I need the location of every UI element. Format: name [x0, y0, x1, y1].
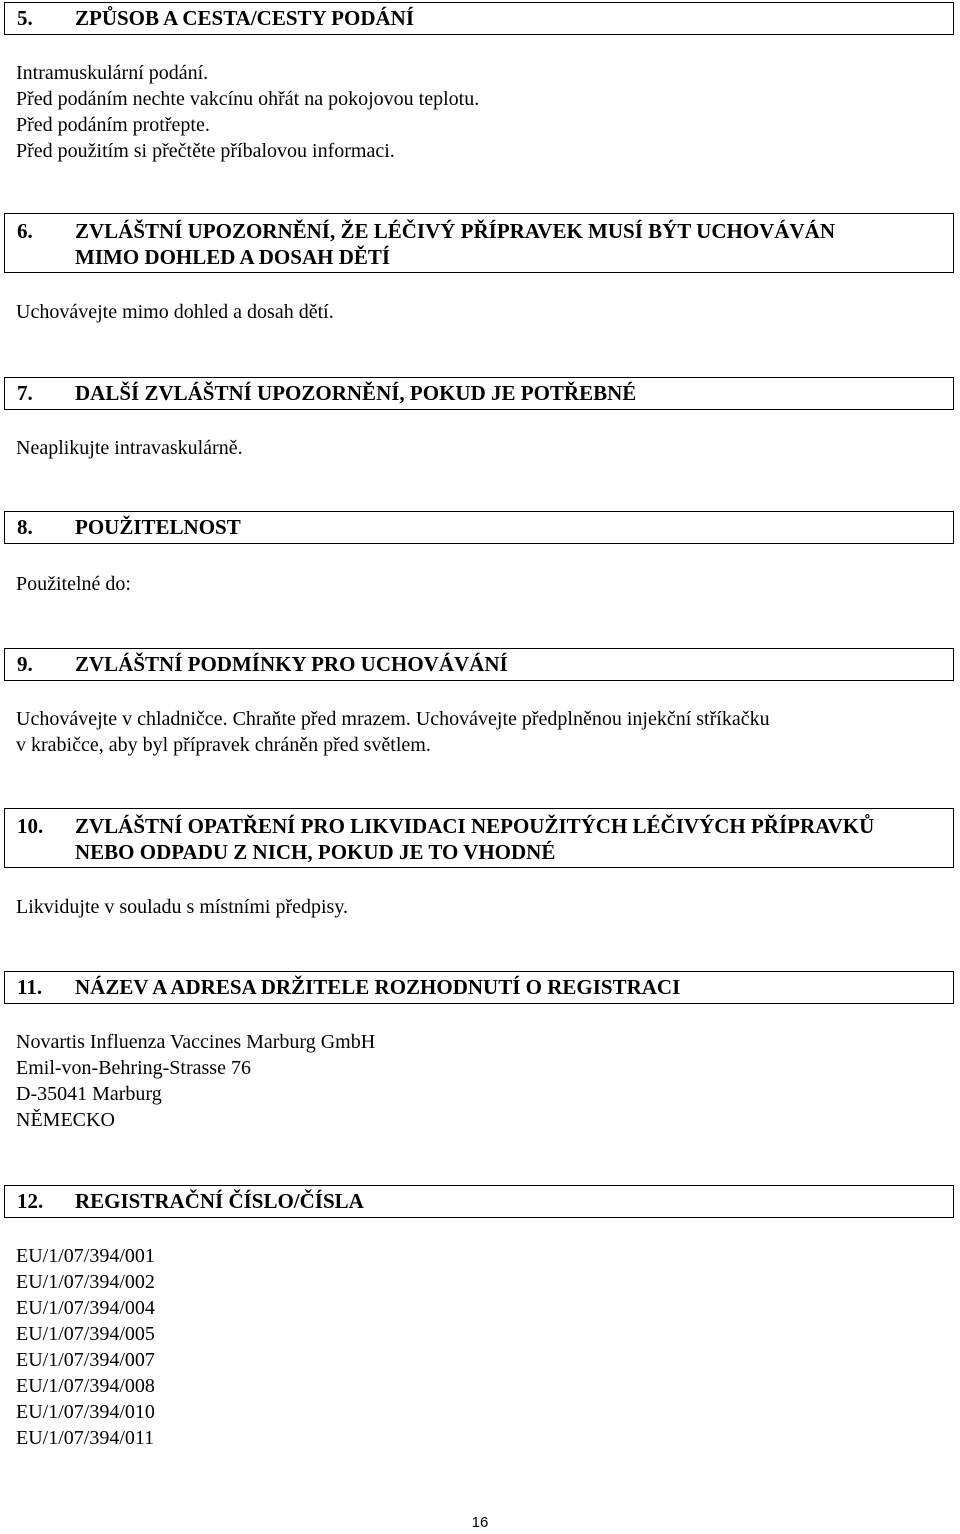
section-number: 7. [17, 381, 33, 405]
section-heading-box [4, 377, 954, 410]
registration-number: EU/1/07/394/008 [16, 1375, 155, 1397]
section-title-line: ZVLÁŠTNÍ PODMÍNKY PRO UCHOVÁVÁNÍ [75, 652, 508, 676]
body-line: D-35041 Marburg [16, 1083, 162, 1105]
body-line: Před podáním protřepte. [16, 114, 210, 136]
body-line: Likvidujte v souladu s místními předpisy. [16, 896, 349, 918]
section-body [16, 60, 479, 164]
body-line: v krabičce, aby byl přípravek chráněn před světlem. [16, 734, 431, 756]
section-title-line: MIMO DOHLED A DOSAH DĚTÍ [75, 245, 391, 269]
section-heading-box [4, 808, 954, 868]
section-title-line: NEBO ODPADU Z NICH, POKUD JE TO VHODNÉ [75, 840, 556, 864]
section-number: 12. [17, 1189, 44, 1213]
body-line: Uchovávejte v chladničce. Chraňte před mrazem. Uchovávejte předplněnou injekční stříkačku [16, 708, 770, 730]
registration-number: EU/1/07/394/001 [16, 1245, 155, 1267]
section-title-line: NÁZEV A ADRESA DRŽITELE ROZHODNUTÍ O REGISTRACI [75, 975, 681, 999]
registration-number-list [16, 1243, 155, 1451]
section-body [16, 571, 131, 597]
section-heading-box [4, 971, 954, 1004]
section-number: 5. [17, 6, 33, 30]
section-number: 11. [17, 975, 43, 999]
section-body [16, 435, 243, 461]
body-line: Před použitím si přečtěte příbalovou informaci. [16, 140, 395, 162]
body-line: Před podáním nechte vakcínu ohřát na pokojovou teplotu. [16, 88, 480, 110]
registration-number: EU/1/07/394/002 [16, 1271, 155, 1293]
section-title [75, 813, 874, 865]
section-heading-box [4, 213, 954, 273]
section-title [75, 218, 835, 270]
registration-number: EU/1/07/394/010 [16, 1401, 155, 1423]
section-number: 6. [17, 219, 33, 243]
section-heading-box [4, 511, 954, 544]
section-heading-box [4, 2, 954, 35]
section-body [16, 299, 334, 325]
section-title [75, 651, 508, 677]
section-title-line: ZVLÁŠTNÍ OPATŘENÍ PRO LIKVIDACI NEPOUŽITÝCH LÉČIVÝCH PŘÍPRAVKŮ [75, 814, 875, 838]
section-title-line: DALŠÍ ZVLÁŠTNÍ UPOZORNĚNÍ, POKUD JE POTŘEBNÉ [75, 381, 637, 405]
section-title-line: ZPŮSOB A CESTA/CESTY PODÁNÍ [75, 6, 414, 30]
section-heading-box [4, 648, 954, 681]
section-number: 10. [17, 814, 44, 838]
section-title [75, 1188, 364, 1214]
section-title-line: REGISTRAČNÍ ČÍSLO/ČÍSLA [75, 1189, 364, 1213]
body-line: Neaplikujte intravaskulárně. [16, 437, 243, 459]
section-title [75, 5, 414, 31]
body-line: NĚMECKO [16, 1109, 115, 1131]
page-number: 16 [471, 1514, 489, 1531]
section-number: 8. [17, 515, 33, 539]
body-line: Uchovávejte mimo dohled a dosah dětí. [16, 301, 334, 323]
section-title [75, 974, 680, 1000]
section-body [16, 1029, 375, 1133]
body-line: Intramuskulární podání. [16, 62, 209, 84]
body-line: Použitelné do: [16, 573, 131, 595]
section-title-line: ZVLÁŠTNÍ UPOZORNĚNÍ, ŽE LÉČIVÝ PŘÍPRAVEK MUSÍ BÝT UCHOVÁVÁN [75, 219, 835, 243]
body-line: Novartis Influenza Vaccines Marburg GmbH [16, 1031, 376, 1053]
section-title [75, 380, 636, 406]
registration-number: EU/1/07/394/007 [16, 1349, 155, 1371]
section-number: 9. [17, 652, 33, 676]
section-title-line: POUŽITELNOST [75, 515, 241, 539]
registration-number: EU/1/07/394/004 [16, 1297, 155, 1319]
registration-number: EU/1/07/394/005 [16, 1323, 155, 1345]
section-title [75, 514, 241, 540]
body-line: Emil-von-Behring-Strasse 76 [16, 1057, 251, 1079]
section-heading-box [4, 1185, 954, 1218]
section-body [16, 706, 770, 758]
section-body [16, 894, 348, 920]
registration-number: EU/1/07/394/011 [16, 1427, 155, 1449]
